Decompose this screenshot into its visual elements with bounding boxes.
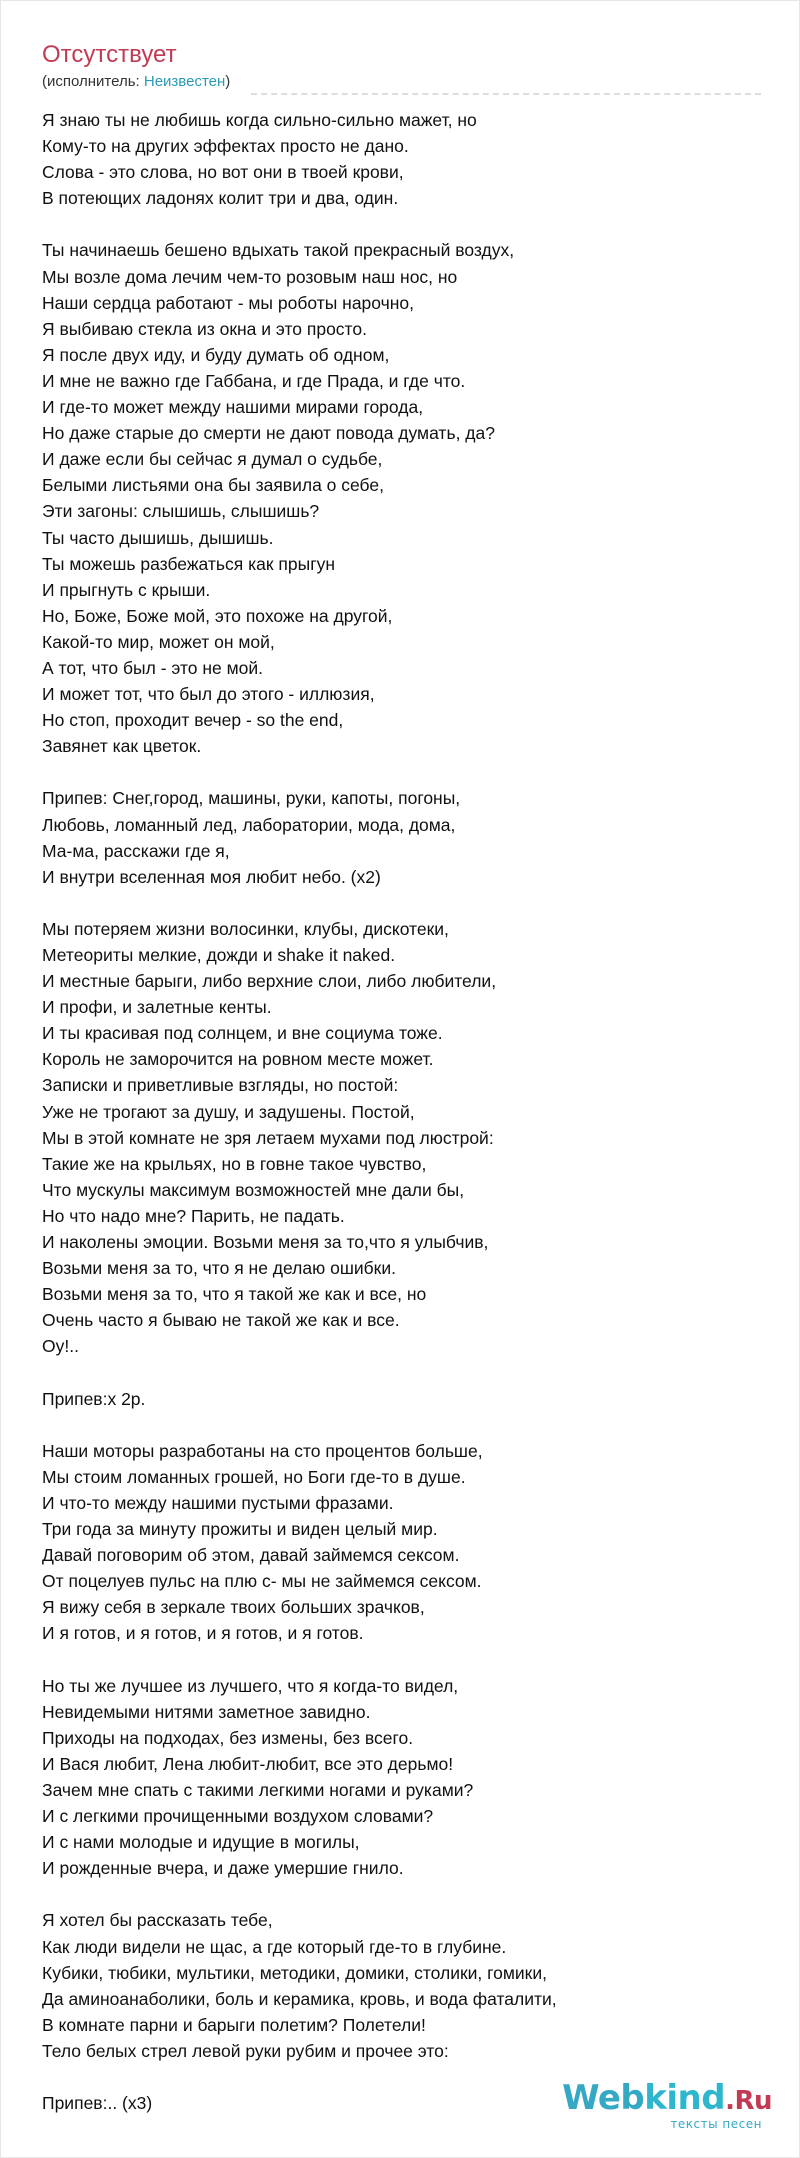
lyric-line: Ма-ма, расскажи где я, bbox=[42, 840, 230, 861]
lyric-line: Завянет как цветок. bbox=[42, 736, 202, 757]
lyric-line: Слова - это слова, но вот они в твоей крови, bbox=[42, 162, 404, 183]
artist-suffix: ) bbox=[225, 73, 231, 90]
lyric-line: И с нами молодые и идущие в могилы, bbox=[42, 1832, 360, 1853]
lyric-line: Давай поговорим об этом, давай займемся сексом. bbox=[42, 1545, 460, 1566]
lyric-line: Я знаю ты не любишь когда сильно-сильно мажет, но bbox=[42, 110, 477, 130]
lyric-line: Я вижу себя в зеркале твоих больших зрачков, bbox=[42, 1597, 425, 1618]
lyric-line: Метеориты мелкие, дожди и shake it naked. bbox=[42, 945, 396, 965]
lyric-line: Наши сердца работают - мы роботы нарочно, bbox=[42, 292, 415, 313]
lyric-line: От поцелуев пульс на плю с- мы не займемся сексом. bbox=[42, 1571, 482, 1592]
lyric-line: И прыгнуть с крыши. bbox=[42, 579, 211, 600]
lyric-line bbox=[42, 1647, 762, 1673]
lyric-line: Невидемыми нитями заметное завидно. bbox=[42, 1701, 371, 1722]
lyric-line: Я после двух иду, и буду думать об одном, bbox=[42, 344, 390, 365]
lyric-line: И с легкими прочищенными воздухом словами? bbox=[42, 1806, 434, 1827]
lyric-line: Но, Боже, Боже мой, это похоже на другой, bbox=[42, 605, 393, 626]
lyric-line: И что-то между нашими пустыми фразами. bbox=[42, 1492, 394, 1513]
lyric-line: Кому-то на других эффектах просто не дано. bbox=[42, 136, 409, 157]
lyric-line: Король не заморочится на ровном месте может. bbox=[42, 1049, 434, 1070]
logo-kind-part: kind bbox=[644, 2078, 726, 2118]
lyric-line: И профи, и залетные кенты. bbox=[42, 997, 272, 1018]
lyric-line: Оу!.. bbox=[42, 1336, 79, 1357]
lyric-line: Белыми листьями она бы заявила о себе, bbox=[42, 475, 384, 496]
lyric-line: Припев: Снег,город, машины, руки, капоты, погоны, bbox=[42, 788, 461, 809]
lyric-line bbox=[42, 1881, 762, 1907]
logo-wordmark bbox=[562, 2080, 772, 2119]
song-title: Отсутствует bbox=[42, 41, 177, 68]
lyric-line: Что мускулы максимум возможностей мне дали бы, bbox=[42, 1179, 465, 1200]
lyric-line: И мне не важно где Габбана, и где Прада, и где что. bbox=[42, 370, 466, 391]
lyric-line: Мы стоим ломанных грошей, но Боги где-то в душе. bbox=[42, 1466, 466, 1487]
lyric-line: И где-то может между нашими мирами города, bbox=[42, 397, 424, 418]
lyric-line: Но ты же лучшее из лучшего, что я когда-то видел, bbox=[42, 1675, 459, 1696]
lyric-line: И даже если бы сейчас я думал о судьбе, bbox=[42, 449, 383, 470]
artist-link[interactable]: Неизвестен bbox=[143, 73, 226, 90]
lyric-line: И внутри вселенная моя любит небо. (x2) bbox=[42, 866, 381, 887]
webkind-logo[interactable] bbox=[562, 2080, 772, 2131]
lyric-line: Эти загоны: слышишь, слышишь? bbox=[42, 501, 320, 522]
lyric-line bbox=[42, 211, 762, 237]
lyric-line: Записки и приветливые взгляды, но постой: bbox=[42, 1075, 399, 1096]
artist-prefix: (исполнитель: bbox=[42, 73, 144, 90]
lyric-line: Ты можешь разбежаться как прыгун bbox=[42, 553, 335, 574]
lyric-line: Возьми меня за то, что я не делаю ошибки. bbox=[42, 1258, 396, 1279]
header-divider bbox=[251, 93, 761, 95]
lyric-line bbox=[42, 890, 762, 916]
lyric-line: И я готов, и я готов, и я готов, и я готов. bbox=[42, 1623, 364, 1644]
logo-tld-part: .Ru bbox=[725, 2086, 772, 2116]
lyric-line: Ты часто дышишь, дышишь. bbox=[42, 527, 274, 548]
lyric-line: Мы в этой комнате не зря летаем мухами под люстрой: bbox=[42, 1127, 494, 1148]
lyric-line: Три года за минуту прожиты и виден целый мир. bbox=[42, 1519, 438, 1540]
lyrics-text bbox=[42, 107, 762, 2116]
lyric-line: И Вася любит, Лена любит-любит, все это дерьмо! bbox=[42, 1753, 454, 1774]
lyric-line: Но что надо мне? Парить, не падать. bbox=[42, 1205, 345, 1226]
lyric-line: Наши моторы разработаны на сто процентов больше, bbox=[42, 1440, 483, 1461]
lyric-line: Тело белых стрел левой руки рубим и прочее это: bbox=[42, 2040, 449, 2061]
lyric-line: Возьми меня за то, что я такой же как и все, но bbox=[42, 1284, 427, 1305]
lyric-line: Но стоп, проходит вечер - so the end, bbox=[42, 710, 344, 731]
lyric-line: И рожденные вчера, и даже умершие гнило. bbox=[42, 1858, 404, 1879]
lyric-line: Мы возле дома лечим чем-то розовым наш нос, но bbox=[42, 266, 458, 287]
lyric-line bbox=[42, 1412, 762, 1438]
lyric-line: И может тот, что был до этого - иллюзия, bbox=[42, 684, 375, 705]
lyric-line: Да аминоанаболики, боль и керамика, кровь, и вода фаталити, bbox=[42, 1988, 557, 2009]
logo-web-part: Web bbox=[562, 2078, 645, 2118]
artist-line bbox=[42, 73, 230, 90]
lyric-line: Но даже старые до смерти не дают повода думать, да? bbox=[42, 423, 495, 444]
lyric-line: Какой-то мир, может он мой, bbox=[42, 631, 275, 652]
lyric-line: Уже не трогают за душу, и задушены. Постой, bbox=[42, 1101, 415, 1122]
lyric-line: И наколены эмоции. Возьми меня за то,что я улыбчив, bbox=[42, 1232, 489, 1253]
lyric-line: Я хотел бы рассказать тебе, bbox=[42, 1910, 273, 1931]
lyric-line: Очень часто я бываю не такой же как и все. bbox=[42, 1310, 400, 1331]
lyric-line: А тот, что был - это не мой. bbox=[42, 657, 264, 678]
lyric-line: Зачем мне спать с такими легкими ногами и руками? bbox=[42, 1780, 474, 1800]
lyric-line: Я выбиваю стекла из окна и это просто. bbox=[42, 318, 367, 339]
logo-subtitle: тексты песен bbox=[670, 2117, 762, 2131]
lyric-line: Любовь, ломанный лед, лаборатории, мода, дома, bbox=[42, 814, 456, 835]
lyric-line bbox=[42, 759, 762, 785]
lyric-line: Приходы на подходах, без измены, без всего. bbox=[42, 1727, 414, 1748]
lyric-line: Ты начинаешь бешено вдыхать такой прекрасный воздух, bbox=[42, 240, 515, 261]
lyric-line: В потеющих ладонях колит три и два, один. bbox=[42, 188, 399, 209]
lyric-line: Мы потеряем жизни волосинки, клубы, дискотеки, bbox=[42, 918, 449, 939]
lyric-line: Такие же на крыльях, но в говне такое чувство, bbox=[42, 1153, 427, 1174]
lyric-line bbox=[42, 1360, 762, 1386]
lyric-line: В комнате парни и барыги полетим? Полетели! bbox=[42, 2014, 426, 2035]
lyric-line: Кубики, тюбики, мультики, методики, домики, столики, гомики, bbox=[42, 1962, 547, 1983]
lyric-line: И местные барыги, либо верхние слои, либо любители, bbox=[42, 971, 497, 992]
lyric-line: И ты красивая под солнцем, и вне социума тоже. bbox=[42, 1023, 443, 1044]
lyric-line: Припев:.. (x3) bbox=[42, 2093, 153, 2114]
lyric-line: Как люди видели не щас, а где который где-то в глубине. bbox=[42, 1936, 507, 1957]
lyric-line: Припев:x 2р. bbox=[42, 1388, 146, 1409]
